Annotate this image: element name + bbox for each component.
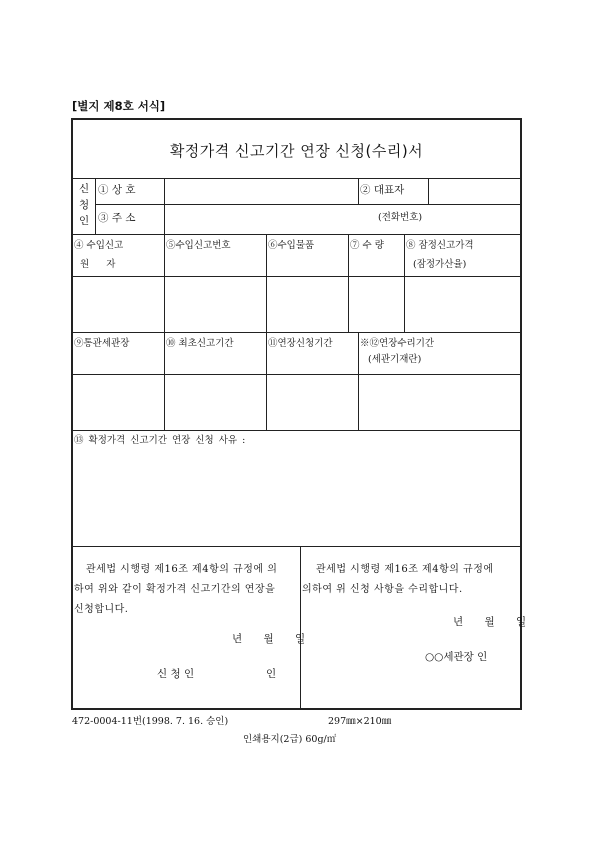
quantity-label: ⑦ 수 량 bbox=[350, 240, 384, 251]
representative-label: ② 대표자 bbox=[360, 184, 405, 196]
business-name-label: ① 상 호 bbox=[98, 184, 136, 196]
applicant-side-label-2: 청 bbox=[79, 199, 90, 211]
applicant-seal[interactable]: 인 bbox=[266, 668, 277, 680]
customs-chief-signer: ○○세관장 인 bbox=[425, 651, 488, 663]
extension-reason-field[interactable] bbox=[73, 450, 519, 544]
address-field[interactable] bbox=[165, 205, 520, 233]
provisional-price-field[interactable] bbox=[405, 277, 519, 331]
extension-request-period-label: ⑪연장신청기간 bbox=[268, 338, 333, 349]
import-declaration-number-label: ⑤수입신고번호 bbox=[166, 240, 231, 251]
form-number-label: [별지 제8호 서식] bbox=[72, 99, 166, 113]
customs-office-label: ⑨통관세관장 bbox=[74, 338, 130, 349]
form-approval-code: 472-0004-11번(1998. 7. 16. 승인) bbox=[72, 716, 229, 727]
initial-report-period-label: ⑩ 최초신고기간 bbox=[166, 338, 234, 349]
customs-entry-note: (세관기재란) bbox=[368, 354, 422, 365]
application-date: 년 월 일 bbox=[232, 633, 306, 645]
paper-size: 297㎜×210㎜ bbox=[328, 716, 392, 727]
acceptance-date: 년 월 일 bbox=[453, 616, 527, 628]
imported-goods-label: ⑥수입물품 bbox=[268, 240, 315, 251]
representative-field[interactable] bbox=[429, 179, 519, 203]
form-title: 확정가격 신고기간 연장 신청(수리)서 bbox=[169, 142, 424, 160]
import-declaration-origin-label: ④ 수입신고 bbox=[74, 240, 124, 251]
import-declaration-origin-label-2: 원 자 bbox=[80, 259, 116, 270]
extension-accepted-period-label: ※⑫연장수리기간 bbox=[360, 338, 435, 349]
application-statement-line3: 신청합니다. bbox=[74, 604, 129, 615]
address-label: ③ 주 소 bbox=[98, 212, 136, 224]
applicant-side-label-3: 인 bbox=[79, 215, 90, 227]
phone-label: (전화번호) bbox=[378, 212, 423, 223]
acceptance-statement bbox=[302, 560, 520, 600]
import-declaration-origin-field[interactable] bbox=[73, 277, 163, 331]
imported-goods-field[interactable] bbox=[267, 277, 347, 331]
applicant-signer-label: 신 청 인 bbox=[157, 668, 195, 680]
quantity-field[interactable] bbox=[349, 277, 403, 331]
application-statement bbox=[74, 560, 298, 620]
customs-office-field[interactable] bbox=[73, 375, 163, 429]
extension-reason-label: ⑬ 확정가격 신고기간 연장 신청 사유 : bbox=[74, 435, 246, 446]
import-declaration-number-field[interactable] bbox=[165, 277, 265, 331]
acceptance-statement-line1: 관세법 시행령 제16조 제4항의 규정에 bbox=[316, 564, 494, 575]
application-statement-line2: 하여 위와 같이 확정가격 신고기간의 연장을 bbox=[74, 584, 276, 595]
application-statement-line1: 관세법 시행령 제16조 제4항의 규정에 의 bbox=[86, 564, 278, 575]
extension-request-period-field[interactable] bbox=[267, 375, 357, 429]
paper-spec: 인쇄용지(2급) 60g/㎡ bbox=[243, 734, 337, 745]
acceptance-statement-line2: 의하여 위 신청 사항을 수리합니다. bbox=[302, 584, 463, 595]
provisional-rate-label: (잠정가산율) bbox=[413, 259, 467, 270]
business-name-field[interactable] bbox=[165, 179, 357, 203]
initial-report-period-field[interactable] bbox=[165, 375, 265, 429]
applicant-side-label-1: 신 bbox=[79, 183, 90, 195]
provisional-price-label: ⑧ 잠정신고가격 bbox=[406, 240, 474, 251]
extension-accepted-period-field[interactable] bbox=[359, 375, 519, 429]
